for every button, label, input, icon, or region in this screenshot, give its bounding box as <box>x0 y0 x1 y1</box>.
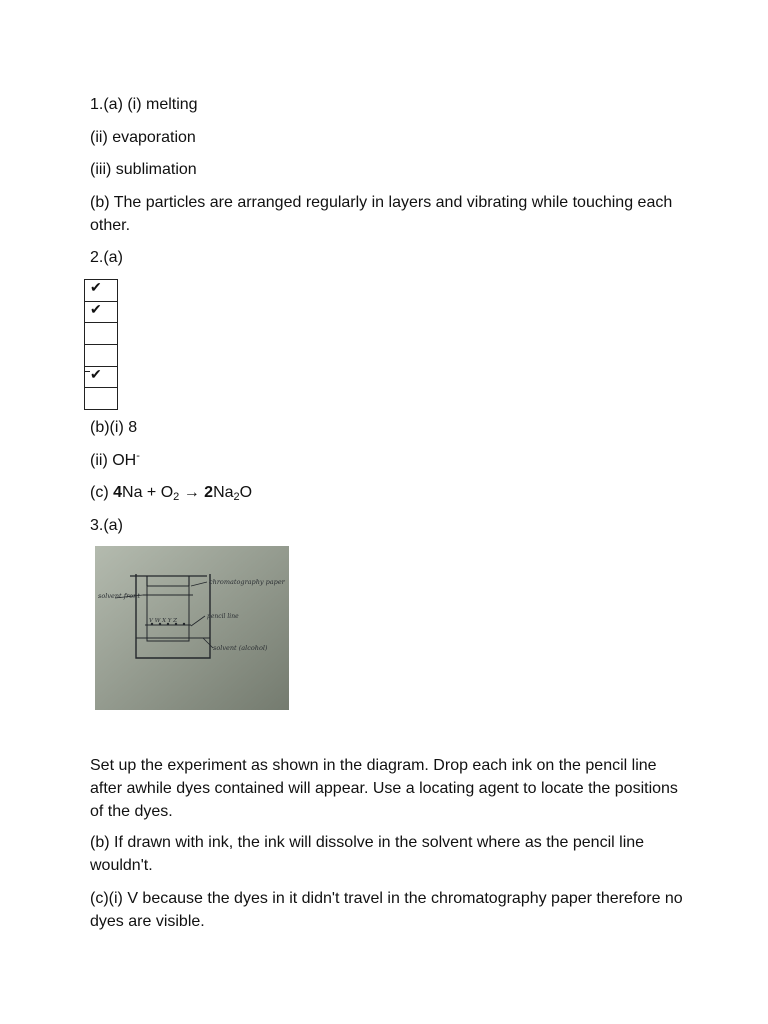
tick-box-table <box>84 279 118 410</box>
answer-2a-label: 2.(a) <box>90 249 123 266</box>
table-row <box>85 366 118 388</box>
label-dye-letters: V W X Y Z <box>149 618 177 624</box>
answer-2b-ii-text: (ii) OH <box>90 452 137 469</box>
tick-cell: ✔ <box>85 366 118 388</box>
answer-2b-i: (b)(i) 8 <box>90 419 138 436</box>
eq-coefficient: 4 <box>113 484 123 501</box>
label-pencil-line: pencil line <box>207 613 239 620</box>
chromatography-sketch <box>95 546 289 710</box>
eq-arrow: → <box>179 484 205 501</box>
table-row <box>85 323 118 345</box>
eq-product: Na <box>213 484 234 501</box>
answer-1b: (b) The particles are arranged regularly in layers and vibrating while touching each other. <box>90 194 673 234</box>
answer-1a-iii: (iii) sublimation <box>90 161 197 178</box>
tick-cell <box>85 388 118 410</box>
eq-reactants: Na + O <box>122 484 174 501</box>
table-row <box>85 388 118 410</box>
tick-cell: ✔ <box>85 280 118 302</box>
answer-1a-i: 1.(a) (i) melting <box>90 96 198 113</box>
answer-3a-text: Set up the experiment as shown in the diagram. Drop each ink on the pencil line after awhile dyes contained will appear. Use a locating agent to locate the positions of the dyes. <box>90 757 678 820</box>
eq-coefficient: 2 <box>204 484 214 501</box>
answer-3b: (b) If drawn with ink, the ink will dissolve in the solvent where as the pencil line wouldn't. <box>90 834 645 874</box>
eq-product-oxygen: O <box>239 484 253 501</box>
eq-prefix: (c) <box>90 484 114 501</box>
tick-cell <box>85 345 118 367</box>
table-row <box>85 280 118 302</box>
stray-line <box>84 371 90 372</box>
label-chromatography-paper: chromatography paper <box>209 578 285 586</box>
tick-cell <box>85 323 118 345</box>
label-solvent-front: solvent front <box>98 592 140 600</box>
eq-subscript: 2 <box>233 491 240 503</box>
chromatography-diagram-photo <box>95 546 289 710</box>
answer-2b-ii <box>90 449 140 472</box>
eq-subscript: 2 <box>173 491 180 503</box>
charge-superscript: - <box>136 450 140 462</box>
answer-1a-ii: (ii) evaporation <box>90 129 196 146</box>
answer-3c-i: (c)(i) V because the dyes in it didn't travel in the chromatography paper therefore no dyes are visible. <box>90 890 683 930</box>
label-solvent: solvent (alcohol) <box>213 644 268 652</box>
table-row <box>85 301 118 323</box>
table-row <box>85 345 118 367</box>
answer-2c-equation <box>90 481 252 504</box>
tick-cell: ✔ <box>85 301 118 323</box>
answer-3a-label: 3.(a) <box>90 517 123 534</box>
